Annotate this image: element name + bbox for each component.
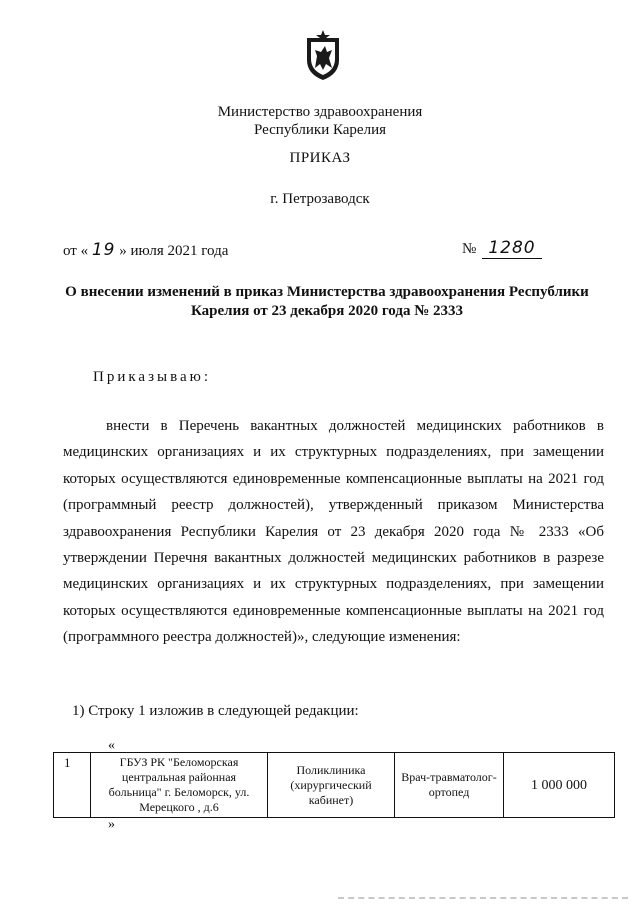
order-title: ПРИКАЗ — [289, 150, 351, 166]
number-value: 1280 — [482, 238, 541, 259]
row-position: Врач-травматолог-ортопед — [395, 753, 504, 818]
scan-artifact-divider — [338, 897, 628, 902]
list-item-1: 1) Строку 1 изложив в следующей редакции: — [72, 703, 359, 719]
order-date — [63, 240, 228, 260]
order-number — [462, 238, 542, 259]
ministry-name-line1: Министерство здравоохранения — [217, 104, 423, 120]
positions-table — [53, 752, 615, 818]
order-heading: О внесении изменений в приказ Министерства здравоохранения Республики Карелия от 23 декабря 2020 года № 2333 — [65, 284, 589, 319]
row-organization: ГБУЗ РК "Беломорская центральная районная больница" г. Беломорск, ул. Мерецкого , д.6 — [91, 753, 268, 818]
order-body-text: внести в Перечень вакантных должностей медицинских работников в медицинских организациях и их структурных подразделениях, при замещении которых осуществляются единовременные компенсационные выплаты на 2021 год (программный реестр должностей), утвержденный приказом Министерства здравоохранения Республики Карелия от 23 декабря 2020 года № 2333 «Об утверждении Перечня вакантных должностей медицинских работников в разрезе медицинских организациях и их структурных подразделениях, при замещении которых осуществляются единовременные компенсационные выплаты на 2021 год (программного реестра должностей)», следующие изменения: — [63, 418, 604, 646]
date-suffix: » июля 2021 года — [119, 243, 229, 259]
date-prefix: от « — [63, 243, 89, 259]
row-division: Поликлиника (хирургический кабинет) — [268, 753, 395, 818]
quote-open: « — [108, 738, 115, 753]
karelia-coat-of-arms-icon — [303, 28, 343, 82]
row-amount: 1 000 000 — [504, 753, 615, 818]
row-number: 1 — [54, 753, 91, 818]
quote-close: » — [108, 817, 115, 832]
order-directive: Приказываю: — [93, 369, 211, 385]
date-day: 19 — [91, 240, 116, 260]
table-row — [54, 753, 615, 818]
number-label: № — [462, 241, 477, 257]
ministry-name-line2: Республики Карелия — [253, 122, 387, 138]
city-name: г. Петрозаводск — [270, 191, 370, 207]
